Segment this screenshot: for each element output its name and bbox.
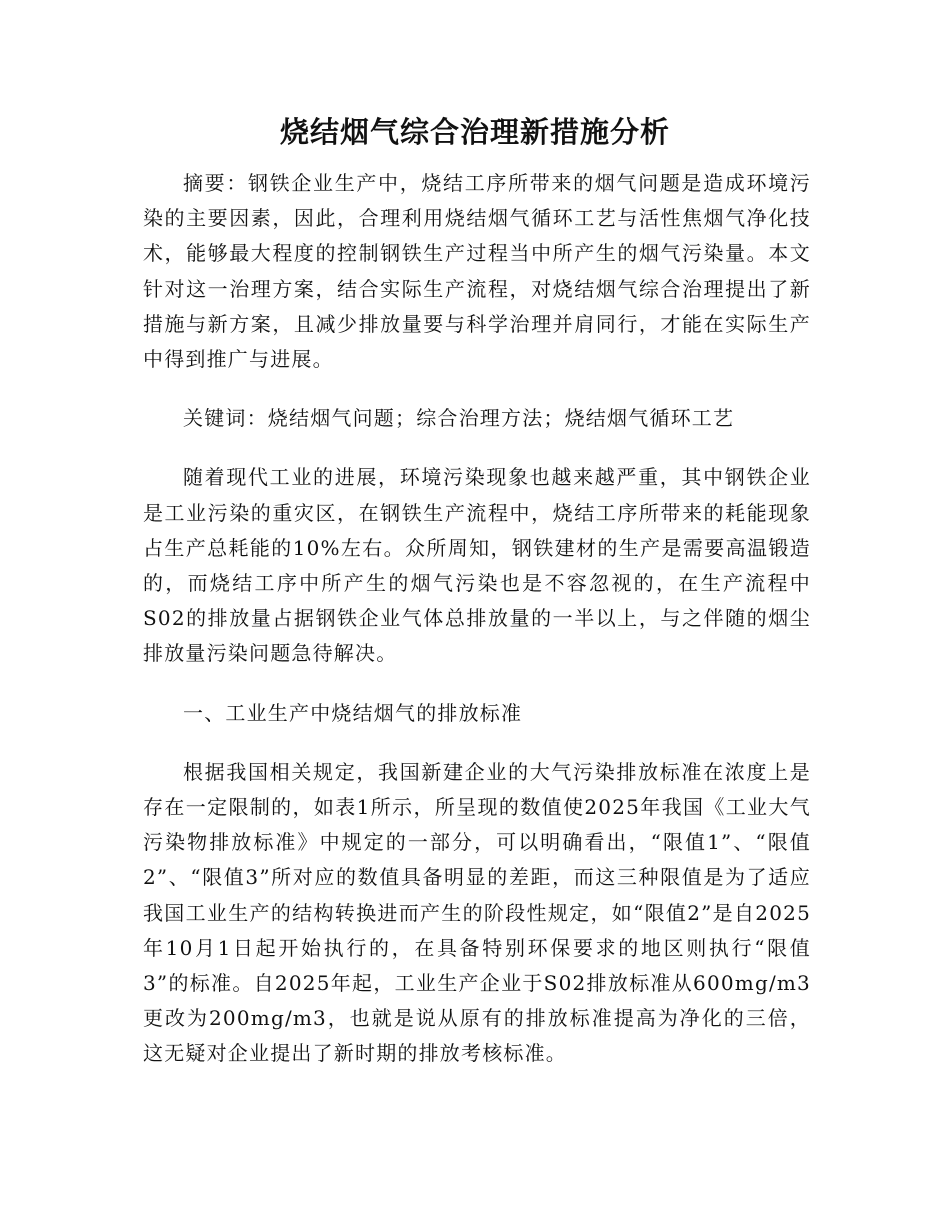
intro-paragraph: 随着现代工业的进展，环境污染现象也越来越严重，其中钢铁企业是工业污染的重灾区，在钢铁生产流程中，烧结工序所带来的耗能现象占生产总耗能的10%左右。众所周知，钢铁建材的生产是需要高温锻造的，而烧结工序中所产生的烟气污染也是不容忽视的，在生产流程中S02的排放量占据钢铁企业气体总排放量的一半以上，与之伴随的烟尘排放量污染问题急待解决。 bbox=[143, 465, 811, 666]
section-body-paragraph: 根据我国相关规定，我国新建企业的大气污染排放标准在浓度上是存在一定限制的，如表1所示，所呈现的数值使2025年我国《工业大气污染物排放标准》中规定的一部分，可以明确看出，“限值1”、“限值2”、“限值3”所对应的数值具备明显的差距，而这三种限值是为了适应我国工业生产的结构转换进而产生的阶段性规定，如“限值2”是自2025年10月1日起开始执行的，在具备特别环保要求的地区则执行“限值3”的标准。自2025年起，工业生产企业于S02排放标准从600mg/m3更改为200mg/m3，也就是说从原有的排放标准提高为净化的三倍，这无疑对企业提出了新时期的排放考核标准。 bbox=[143, 759, 811, 1066]
abstract-paragraph: 摘要：钢铁企业生产中，烧结工序所带来的烟气问题是造成环境污染的主要因素，因此，合理利用烧结烟气循环工艺与活性焦烟气净化技术，能够最大程度的控制钢铁生产过程当中所产生的烟气污染量。本文针对这一治理方案，结合实际生产流程，对烧结烟气综合治理提出了新措施与新方案，且减少排放量要与科学治理并肩同行，才能在实际生产中得到推广与进展。 bbox=[143, 171, 811, 372]
keywords-paragraph: 关键词：烧结烟气问题；综合治理方法；烧结烟气循环工艺 bbox=[183, 406, 735, 431]
section-heading: 一、工业生产中烧结烟气的排放标准 bbox=[183, 700, 523, 725]
page-title: 烧结烟气综合治理新措施分析 bbox=[279, 115, 670, 149]
document-body bbox=[143, 166, 811, 1096]
